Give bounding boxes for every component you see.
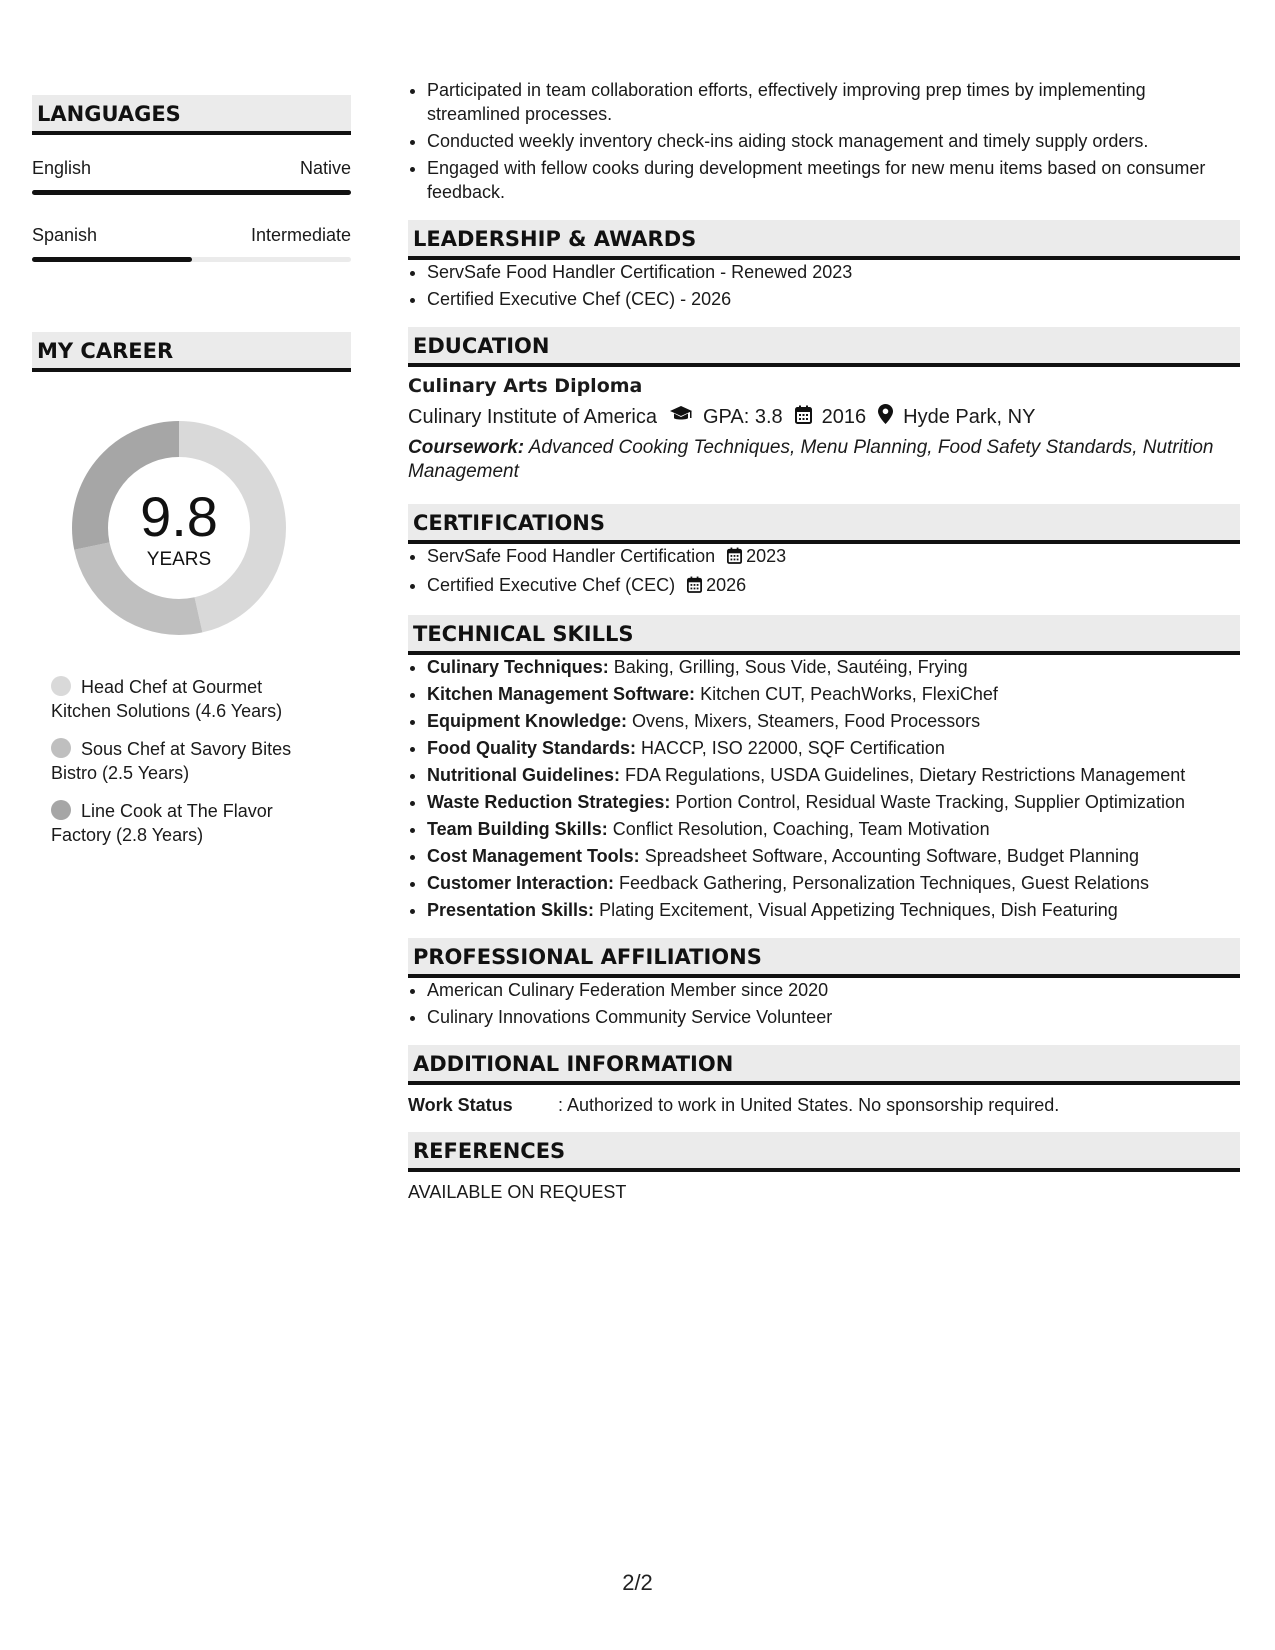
donut-center [66, 415, 292, 641]
certification-item [427, 573, 1240, 599]
skill-label: Equipment Knowledge: [427, 711, 627, 731]
certifications-list [408, 544, 1240, 599]
skill-value: Ovens, Mixers, Steamers, Food Processors [632, 711, 981, 731]
education-section [408, 327, 1240, 484]
language-entry [32, 157, 351, 195]
certifications-heading: CERTIFICATIONS [408, 504, 1240, 544]
skill-value: Kitchen CUT, PeachWorks, FlexiChef [700, 684, 998, 704]
legend-label: Line Cook at The Flavor Factory (2.8 Years) [51, 801, 273, 845]
skills-section [408, 615, 1240, 922]
language-level: Intermediate [250, 225, 351, 245]
certifications-section [408, 504, 1240, 599]
work-status-label: Work Status [408, 1095, 513, 1115]
certification-name: ServSafe Food Handler Certification [427, 546, 716, 566]
skill-value: Portion Control, Residual Waste Tracking, Supplier Optimization [675, 792, 1185, 812]
legend-label: Sous Chef at Savory Bites Bistro (2.5 Years) [51, 739, 292, 783]
language-row [32, 157, 351, 179]
education-details [408, 404, 1240, 430]
skill-item [427, 682, 1240, 706]
career-heading: MY CAREER [32, 332, 351, 372]
skill-item [427, 709, 1240, 733]
skill-item [427, 898, 1240, 922]
skill-label: Culinary Techniques: [427, 657, 609, 677]
skill-item [427, 736, 1240, 760]
legend-dot [51, 800, 71, 820]
certification-year: 2026 [706, 575, 747, 595]
language-name: English [32, 158, 92, 178]
page-number: 2/2 [622, 1570, 653, 1595]
skills-list [408, 655, 1240, 922]
certification-item [427, 544, 1240, 570]
references-heading: REFERENCES [408, 1132, 1240, 1172]
affiliations-section [408, 938, 1240, 1029]
leadership-section [408, 220, 1240, 311]
main-content [408, 78, 1240, 1203]
education-degree: Culinary Arts Diploma [408, 375, 643, 397]
skill-item [427, 817, 1240, 841]
skill-value: Plating Excitement, Visual Appetizing Techniques, Dish Featuring [599, 900, 1118, 920]
skill-item [427, 871, 1240, 895]
language-entry [32, 224, 351, 262]
references-text: AVAILABLE ON REQUEST [408, 1182, 627, 1202]
skill-item [427, 655, 1240, 679]
skill-value: HACCP, ISO 22000, SQF Certification [641, 738, 945, 758]
sidebar [32, 95, 351, 861]
calendar-icon [795, 405, 812, 430]
skill-label: Presentation Skills: [427, 900, 595, 920]
language-level-fill [32, 190, 351, 195]
career-donut-chart [66, 415, 292, 641]
skill-label: Team Building Skills: [427, 819, 608, 839]
additional-heading: ADDITIONAL INFORMATION [408, 1045, 1240, 1085]
leadership-item: • ServSafe Food Handler Certification - Renewed 2023 [427, 260, 1240, 284]
languages-heading: LANGUAGES [32, 95, 351, 135]
legend-dot [51, 738, 71, 758]
skill-value: Feedback Gathering, Personalization Techniques, Guest Relations [619, 873, 1150, 893]
career-legend [51, 675, 321, 847]
leadership-item: • Certified Executive Chef (CEC) - 2026 [427, 287, 1240, 311]
affiliations-heading: PROFESSIONAL AFFILIATIONS [408, 938, 1240, 978]
experience-bullet: • Conducted weekly inventory check-ins aiding stock management and timely supply orders. [427, 129, 1240, 153]
additional-section [408, 1045, 1240, 1116]
skill-label: Cost Management Tools: [427, 846, 640, 866]
skill-item [427, 844, 1240, 868]
language-level-bar [32, 190, 351, 195]
experience-bullet: • Participated in team collaboration efforts, effectively improving prep times by implementing streamlined processes. [427, 78, 1240, 126]
affiliations-list [408, 978, 1240, 1029]
education-coursework [408, 436, 1240, 484]
skill-label: Nutritional Guidelines: [427, 765, 621, 785]
skill-item [427, 790, 1240, 814]
skill-label: Food Quality Standards: [427, 738, 637, 758]
graduation-cap-icon [669, 405, 693, 429]
skill-label: Waste Reduction Strategies: [427, 792, 671, 812]
language-level-fill [32, 257, 192, 262]
skill-value: Conflict Resolution, Coaching, Team Motivation [612, 819, 990, 839]
legend-label: Head Chef at Gourmet Kitchen Solutions (4.6 Years) [51, 677, 283, 721]
skill-value: Baking, Grilling, Sous Vide, Sautéing, Frying [613, 657, 968, 677]
skills-heading: TECHNICAL SKILLS [408, 615, 1240, 655]
experience-bullets [408, 78, 1240, 204]
education-school: Culinary Institute of America [408, 405, 657, 428]
references-section [408, 1132, 1240, 1203]
map-pin-icon [878, 404, 893, 430]
skill-label: Kitchen Management Software: [427, 684, 696, 704]
skill-label: Customer Interaction: [427, 873, 615, 893]
education-location: Hyde Park, NY [903, 405, 1036, 428]
affiliation-item: • American Culinary Federation Member since 2020 [427, 978, 1240, 1002]
career-legend-item [51, 799, 321, 847]
language-name: Spanish [32, 225, 98, 245]
calendar-icon [727, 546, 742, 570]
certification-name: Certified Executive Chef (CEC) [427, 575, 676, 595]
coursework-label: Coursework: [408, 437, 525, 458]
leadership-list [408, 260, 1240, 311]
skill-value: FDA Regulations, USDA Guidelines, Dietary Restrictions Management [625, 765, 1186, 785]
calendar-icon [687, 575, 702, 599]
education-heading: EDUCATION [408, 327, 1240, 367]
career-legend-item [51, 675, 321, 723]
skill-item [427, 763, 1240, 787]
language-level-bar [32, 257, 351, 262]
experience-bullet: • Engaged with fellow cooks during development meetings for new menu items based on consumer feedback. [427, 156, 1240, 204]
language-row [32, 224, 351, 246]
career-total-years: 9.8 [140, 485, 218, 548]
legend-dot [51, 676, 71, 696]
career-total-unit: YEARS [146, 549, 212, 570]
work-status-value: : Authorized to work in United States. No sponsorship required. [558, 1095, 1060, 1115]
leadership-heading: LEADERSHIP & AWARDS [408, 220, 1240, 260]
work-status-row [408, 1095, 1240, 1116]
education-gpa: GPA: 3.8 [703, 405, 783, 428]
coursework-text: Advanced Cooking Techniques, Menu Planning, Food Safety Standards, Nutrition Management [408, 437, 1214, 482]
certification-year: 2023 [746, 546, 787, 566]
career-legend-item [51, 737, 321, 785]
language-level: Native [299, 158, 351, 178]
affiliation-item: • Culinary Innovations Community Service Volunteer [427, 1005, 1240, 1029]
skill-value: Spreadsheet Software, Accounting Software, Budget Planning [644, 846, 1140, 866]
education-year: 2016 [821, 405, 867, 428]
